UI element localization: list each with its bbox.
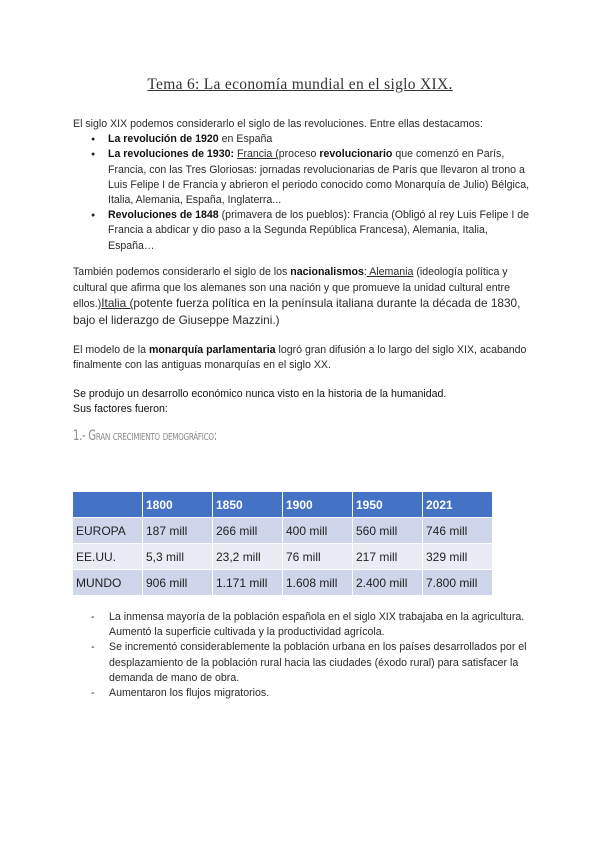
table-cell: 329 mill [423, 544, 493, 570]
table-cell: 1.608 mill [283, 570, 353, 596]
monarquia-bold: monarquía parlamentaria [148, 344, 276, 356]
table-header-cell: 1950 [353, 492, 423, 518]
nacionalismos-pre: También podemos considerarlo el siglo de los [73, 266, 291, 278]
revolution-2-title: La revoluciones de 1930: [108, 148, 235, 161]
nacionalismos-paragraph [73, 265, 533, 329]
table-cell: 5,3 mill [143, 544, 213, 570]
revolution-3-text: (primavera de los pueblos): Francia (Obligó al rey Luis Felipe I de Francia a abdicar y dio paso a la Segunda República Francesa), Alemania, Italia, España… [108, 209, 530, 252]
table-cell: 187 mill [143, 518, 213, 544]
revolution-3-title: Revoluciones de 1848 [108, 209, 219, 222]
table-header-cell: 1850 [213, 492, 283, 518]
alemania-link[interactable]: Alemania [366, 266, 414, 278]
table-row [73, 518, 493, 544]
revolution-2-text: que comenzó en París, Francia, con las Tres Gloriosas: jornadas revolucionarias de París que llevaron al trono a Luis Felipe I de Francia y abrieron el periodo conocido como Monarquía de Julio) Bélgica, Italia, Alemania, España, Inglaterra... [108, 148, 530, 207]
factores-list [73, 610, 533, 701]
francia-link[interactable]: Francia ( [236, 148, 279, 161]
table-header-cell: 1800 [143, 492, 213, 518]
nacionalismos-colon: : [363, 266, 367, 278]
table-header-row [73, 492, 493, 518]
population-table [72, 491, 493, 596]
table-cell: 23,2 mill [213, 544, 283, 570]
monarquia-text: logró gran difusión a lo largo del siglo XIX, acabando finalmente con las antiguas monarquías en el siglo XX. [73, 344, 527, 372]
nacionalismos-bold: nacionalismos [290, 266, 364, 278]
table-header-cell: 1900 [283, 492, 353, 518]
desarrollo-line-2: Sus factores fueron: [73, 403, 168, 416]
table-row [73, 570, 493, 596]
revolutions-list [73, 132, 533, 254]
table-header-cell: 2021 [423, 492, 493, 518]
italia-text: potente fuerza política en la península italiana durante la década de 1830, bajo el liderazgo de Giuseppe Mazzini.) [73, 296, 521, 327]
table-header-cell [73, 492, 143, 518]
intro-section [73, 117, 533, 254]
page-title: Tema 6: La economía mundial en el siglo XIX. [147, 76, 453, 93]
desarrollo-line-1: Se produjo un desarrollo económico nunca visto en la historia de la humanidad. [73, 388, 447, 400]
table-cell: 400 mill [283, 518, 353, 544]
alemania-text: (ideología política y cultural que afirma que los alemanes son una nación y que promueve la unidad cultural entre ellos.) [73, 266, 510, 310]
list-item [108, 132, 533, 147]
table-cell: 2.400 mill [353, 570, 423, 596]
table-cell: 76 mill [283, 544, 353, 570]
monarquia-paragraph [73, 343, 533, 373]
factores-section [73, 610, 533, 701]
table-cell: 906 mill [143, 570, 213, 596]
table-cell: 746 mill [423, 518, 493, 544]
table-cell: 266 mill [213, 518, 283, 544]
revolution-2-mid: proceso [278, 148, 320, 161]
table-row [73, 544, 493, 570]
table-cell: 217 mill [353, 544, 423, 570]
list-item [108, 147, 533, 208]
table-cell: EE.UU. [73, 544, 143, 570]
revolution-1-title: La revolución de 1920 [108, 133, 219, 146]
list-item: - La inmensa mayoría de la población española en el siglo XIX trabajaba en la agricultura. Aumentó la superficie cultivada y la productividad agrícola. [109, 610, 533, 640]
table-cell: 7.800 mill [423, 570, 493, 596]
revolution-2-bold: revolucionario [319, 148, 393, 161]
table-cell: EUROPA [73, 518, 143, 544]
table-cell: 1.171 mill [213, 570, 283, 596]
desarrollo-paragraph [73, 387, 533, 417]
monarquia-pre: El modelo de la [73, 344, 149, 356]
table-cell: 560 mill [353, 518, 423, 544]
intro-paragraph: El siglo XIX podemos considerarlo el siglo de las revoluciones. Entre ellas destacamos: [73, 118, 483, 130]
table-cell: MUNDO [73, 570, 143, 596]
revolution-1-text: en España [218, 133, 273, 146]
list-item [108, 208, 533, 254]
italia-link[interactable]: Italia ( [101, 296, 134, 310]
section-heading-1: 1.- Gran crecimiento demográfico: [73, 428, 217, 444]
list-item: - Aumentaron los flujos migratorios. [109, 686, 533, 701]
list-item: - Se incrementó considerablemente la población urbana en los países desarrollados por el desplazamiento de la población rural hacia las ciudades (éxodo rural) para satisfacer la demanda de mano de obra. [109, 640, 533, 686]
